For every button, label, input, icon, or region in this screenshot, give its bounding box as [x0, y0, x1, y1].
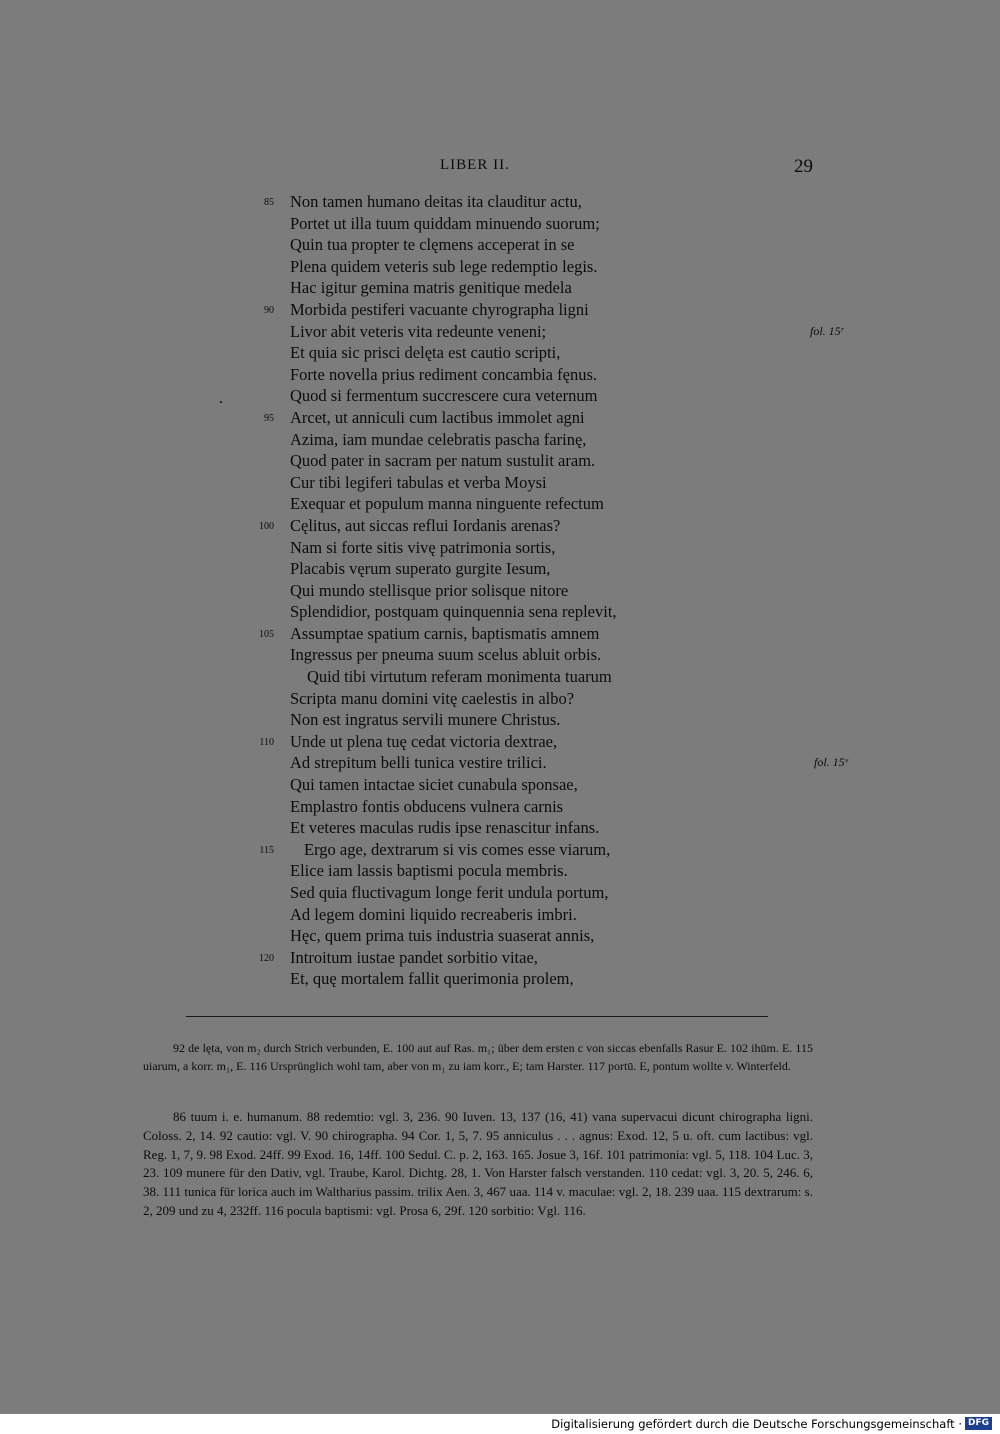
dfg-logo-icon: DFG — [965, 1417, 992, 1430]
verse-text: Hac igitur gemina matris genitique medela — [290, 278, 572, 298]
verse-number: 90 — [264, 304, 274, 316]
source-notes-text: 86 tuum i. e. humanum. 88 redemtio: vgl. 3, 236. 90 Iuven. 13, 137 (16, 41) vana supervacui dicunt chirographa ligni. Coloss. 2, 14. 92 cautio: vgl. V. 90 chirographa. 94 Cor. 1, 5, 7. 95 anniculus . . . agnus: Exod. 12, 5 u. oft. cum lactibus: vgl. Reg. 1, 7, 9. 98 Exod. 24ff. 99 Exod. 16, 14ff. 100 Sedul. C. p. 2, 163. 165. Josue 3, 16f. 101 patrimonia: vgl. 5, 118. 104 Luc. 3, 23. 109 munere für den Dativ, vgl. Traube, Karol. Dichtg. 28, 1. Von Harster falsch verstanden. 110 cedat: vgl. 3, 20. 5, 246. 6, 38. 111 tunica für lorica auch im Waltharius passim. trilix Aen. 3, 467 uaa. 114 v. maculae: vgl. 2, 18. 239 uaa. 115 dextrarum: s. 2, 209 und zu 4, 232ff. 116 pocula baptismi: vgl. Prosa 6, 29f. 120 sorbitio: Vgl. 116. — [143, 1109, 813, 1218]
verse-text: Ad strepitum belli tunica vestire trilici. — [290, 753, 547, 773]
verse-text: Unde ut plena tuę cedat victoria dextrae, — [290, 731, 558, 751]
verse-line — [0, 515, 1000, 537]
verse-line — [0, 385, 1000, 407]
verse-line — [0, 342, 1000, 364]
verse-text: Non tamen humano deitas ita clauditur actu, — [290, 192, 582, 211]
verse-text: Nam si forte sitis vivę patrimonia sortis, — [290, 537, 556, 557]
verse-line — [0, 860, 1000, 882]
verse-line — [0, 623, 1000, 645]
verse-line — [0, 558, 1000, 580]
verse-text: Ingressus per pneuma suum scelus abluit orbis. — [290, 645, 602, 665]
verse-text: Et veteres maculas rudis ipse renascitur infans. — [290, 818, 600, 838]
verse-text: Ad legem domini liquido recreaberis imbri. — [290, 904, 577, 924]
verse-block — [0, 191, 1000, 990]
verse-line — [0, 731, 1000, 753]
verse-line — [0, 364, 1000, 386]
footer-credit: Digitalisierung gefördert durch die Deutsche Forschungsgemeinschaft · — [551, 1417, 962, 1431]
verse-line — [0, 839, 1000, 861]
verse-line — [0, 493, 1000, 515]
verse-text: Ergo age, dextrarum si vis comes esse viarum, — [304, 839, 611, 859]
verse-text: Et, quę mortalem fallit querimonia prolem, — [290, 969, 574, 989]
verse-line — [0, 688, 1000, 710]
verse-text: Et quia sic prisci delęta est cautio scripti, — [290, 343, 561, 363]
verse-text: Scripta manu domini vitę caelestis in albo? — [290, 688, 575, 708]
verse-line — [0, 644, 1000, 666]
verse-line — [0, 796, 1000, 818]
verse-text: Non est ingratus servili munere Christus. — [290, 710, 561, 730]
verse-line — [0, 299, 1000, 321]
verse-line — [0, 968, 1000, 990]
verse-line — [0, 450, 1000, 472]
verse-text: Exequar et populum manna ninguente refectum — [290, 494, 604, 514]
verse-line — [0, 752, 1000, 774]
verse-line — [0, 882, 1000, 904]
source-apparatus — [143, 1108, 813, 1221]
verse-text: Quin tua propter te clęmens acceperat in se — [290, 235, 575, 255]
verse-text: Forte novella prius rediment concambia fęnus. — [290, 364, 597, 384]
folio-marker: fol. 15ʳ — [810, 323, 844, 338]
verse-number: 85 — [264, 197, 274, 208]
verse-text: Quod pater in sacram per natum sustulit aram. — [290, 451, 596, 471]
verse-line — [0, 234, 1000, 256]
verse-line — [0, 774, 1000, 796]
verse-line — [0, 537, 1000, 559]
verse-number: 105 — [259, 628, 274, 640]
verse-text: Morbida pestiferi vacuante chyrographa ligni — [290, 299, 589, 319]
page-number: 29 — [794, 156, 813, 177]
running-title: LIBER II. — [440, 157, 510, 173]
verse-line — [0, 407, 1000, 429]
verse-line — [0, 601, 1000, 623]
verse-number: 120 — [259, 952, 274, 964]
verse-line — [0, 472, 1000, 494]
verse-text: Quid tibi virtutum referam monimenta tuarum — [307, 667, 612, 687]
verse-text: Elice iam lassis baptismi pocula membris. — [290, 861, 568, 881]
verse-line — [0, 947, 1000, 969]
verse-line — [0, 213, 1000, 235]
critical-notes-text: 92 de lęta, von m₂ durch Strich verbunden, E. 100 aut auf Ras. m₁; über dem ersten c von siccas ebenfalls Rasur E. 102 ihūm. E. 115 uiarum, a korr. m₁, E. 116 Ursprünglich wohl tam, aber von m₁ zu iam korr., E; tam Harster. 117 portū. E, pontum wollte v. Winterfeld. — [143, 1041, 813, 1073]
verse-number: 115 — [259, 844, 274, 856]
folio-marker: fol. 15ᵛ — [814, 755, 849, 770]
verse-text: Arcet, ut anniculi cum lactibus immolet agni — [290, 407, 585, 427]
verse-line — [0, 277, 1000, 299]
verse-number: 95 — [264, 412, 274, 424]
verse-text: Livor abit veteris vita redeunte veneni; — [290, 321, 547, 341]
verse-text: Cęlitus, aut siccas reflui Iordanis arenas? — [290, 515, 561, 535]
verse-text: Cur tibi legiferi tabulas et verba Moysi — [290, 472, 547, 492]
verse-text: Emplastro fontis obducens vulnera carnis — [290, 796, 564, 816]
verse-line — [0, 709, 1000, 731]
verse-text: Portet ut illa tuum quiddam minuendo suorum; — [290, 213, 600, 233]
verse-text: Qui mundo stellisque prior solisque nitore — [290, 580, 569, 600]
verse-text: Quod si fermentum succrescere cura veternum — [290, 386, 598, 406]
verse-text: Assumptae spatium carnis, baptismatis amnem — [290, 623, 600, 643]
footer-banner — [0, 1414, 1000, 1434]
verse-text: Splendidior, postquam quinquennia sena replevit, — [290, 602, 617, 622]
verse-line — [0, 904, 1000, 926]
verse-text: Hęc, quem prima tuis industria suaserat annis, — [290, 926, 595, 946]
verse-text: Plena quidem veteris sub lege redemptio legis. — [290, 256, 598, 276]
verse-line — [0, 666, 1000, 688]
verse-text: Qui tamen intactae siciet cunabula sponsae, — [290, 775, 578, 795]
verse-text: Azima, iam mundae celebratis pascha farinę, — [290, 429, 587, 449]
footnote-rule — [186, 1016, 768, 1017]
verse-line — [0, 580, 1000, 602]
verse-text: Introitum iustae pandet sorbitio vitae, — [290, 947, 538, 967]
verse-text: Sed quia fluctivagum longe ferit undula portum, — [290, 883, 609, 902]
verse-line — [0, 191, 1000, 213]
verse-text: Placabis vęrum superato gurgite Iesum, — [290, 559, 551, 579]
verse-line — [0, 817, 1000, 839]
verse-line — [0, 256, 1000, 278]
verse-number: 110 — [259, 736, 274, 748]
critical-apparatus — [143, 1040, 813, 1075]
verse-line — [0, 429, 1000, 451]
verse-line — [0, 321, 1000, 343]
verse-number: 100 — [259, 520, 274, 532]
verse-line — [0, 925, 1000, 947]
